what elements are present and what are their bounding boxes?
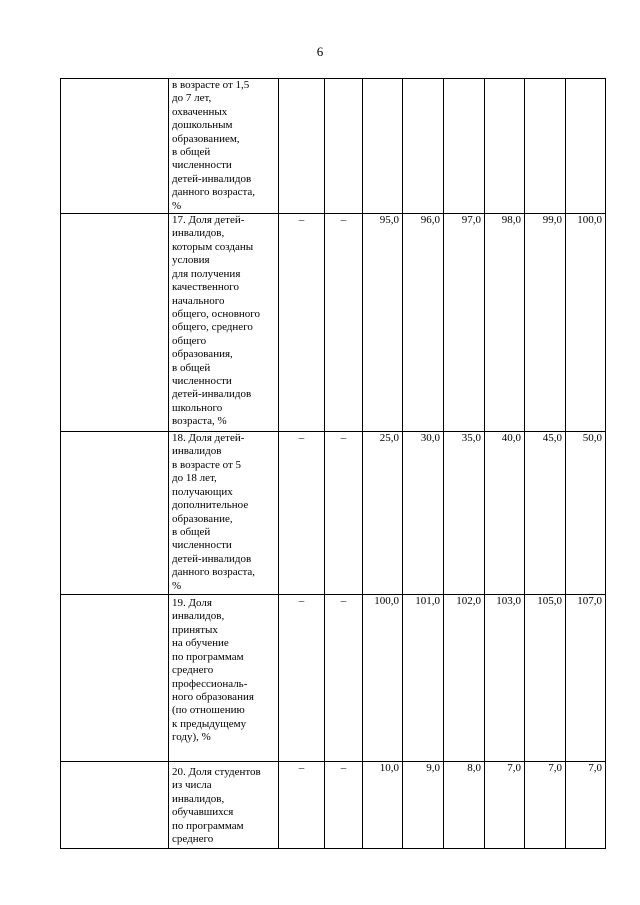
group-cell: [61, 595, 169, 762]
value-cell: [485, 79, 525, 214]
group-cell: [61, 79, 169, 214]
value-cell: [403, 79, 444, 214]
value-cell: 7,0: [485, 762, 525, 849]
value-cell: 30,0: [403, 432, 444, 595]
value-cell: 7,0: [566, 762, 606, 849]
value-cell: 97,0: [444, 214, 485, 432]
indicator-label: 19. Доля инвалидов, принятых на обучение по программам среднего профессиональ- ного образования (по отношению к предыдущему году), %: [169, 595, 279, 762]
value-cell: [566, 79, 606, 214]
table-row: [61, 762, 606, 849]
table-row: [61, 79, 606, 214]
value-cell: –: [325, 762, 363, 849]
value-cell: 100,0: [363, 595, 403, 762]
value-cell: –: [279, 432, 325, 595]
indicator-label: 17. Доля детей- инвалидов, которым созданы условия для получения качественного начального общего, основного общего, среднего общего образования, в общей численности детей-инвалидов школьного возраста, %: [169, 214, 279, 432]
value-cell: 9,0: [403, 762, 444, 849]
value-cell: –: [325, 214, 363, 432]
value-cell: 25,0: [363, 432, 403, 595]
table-row: [61, 595, 606, 762]
value-cell: 98,0: [485, 214, 525, 432]
value-cell: 100,0: [566, 214, 606, 432]
value-cell: –: [325, 432, 363, 595]
value-cell: 101,0: [403, 595, 444, 762]
value-cell: 10,0: [363, 762, 403, 849]
value-cell: 99,0: [525, 214, 566, 432]
value-cell: [325, 79, 363, 214]
page-number: 6: [316, 44, 324, 59]
value-cell: 40,0: [485, 432, 525, 595]
value-cell: 35,0: [444, 432, 485, 595]
value-cell: [279, 79, 325, 214]
value-cell: –: [279, 595, 325, 762]
value-cell: –: [325, 595, 363, 762]
value-cell: [444, 79, 485, 214]
value-cell: [525, 79, 566, 214]
group-cell: [61, 214, 169, 432]
value-cell: 7,0: [525, 762, 566, 849]
value-cell: 102,0: [444, 595, 485, 762]
table-row: [61, 214, 606, 432]
value-cell: 8,0: [444, 762, 485, 849]
table-row: [61, 432, 606, 595]
group-cell: [61, 762, 169, 849]
value-cell: 103,0: [485, 595, 525, 762]
value-cell: –: [279, 762, 325, 849]
value-cell: 105,0: [525, 595, 566, 762]
value-cell: 95,0: [363, 214, 403, 432]
indicators-table: [60, 78, 606, 849]
value-cell: [363, 79, 403, 214]
value-cell: 45,0: [525, 432, 566, 595]
indicator-label: 20. Доля студентов из числа инвалидов, обучавшихся по программам среднего: [169, 762, 279, 849]
indicator-label: 18. Доля детей- инвалидов в возрасте от 5 до 18 лет, получающих дополнительное образование, в общей численности детей-инвалидов данного возраста, %: [169, 432, 279, 595]
value-cell: 50,0: [566, 432, 606, 595]
group-cell: [61, 432, 169, 595]
value-cell: 96,0: [403, 214, 444, 432]
indicator-label: в возрасте от 1,5 до 7 лет, охваченных дошкольным образованием, в общей численности детей-инвалидов данного возраста, %: [169, 79, 279, 214]
value-cell: –: [279, 214, 325, 432]
value-cell: 107,0: [566, 595, 606, 762]
